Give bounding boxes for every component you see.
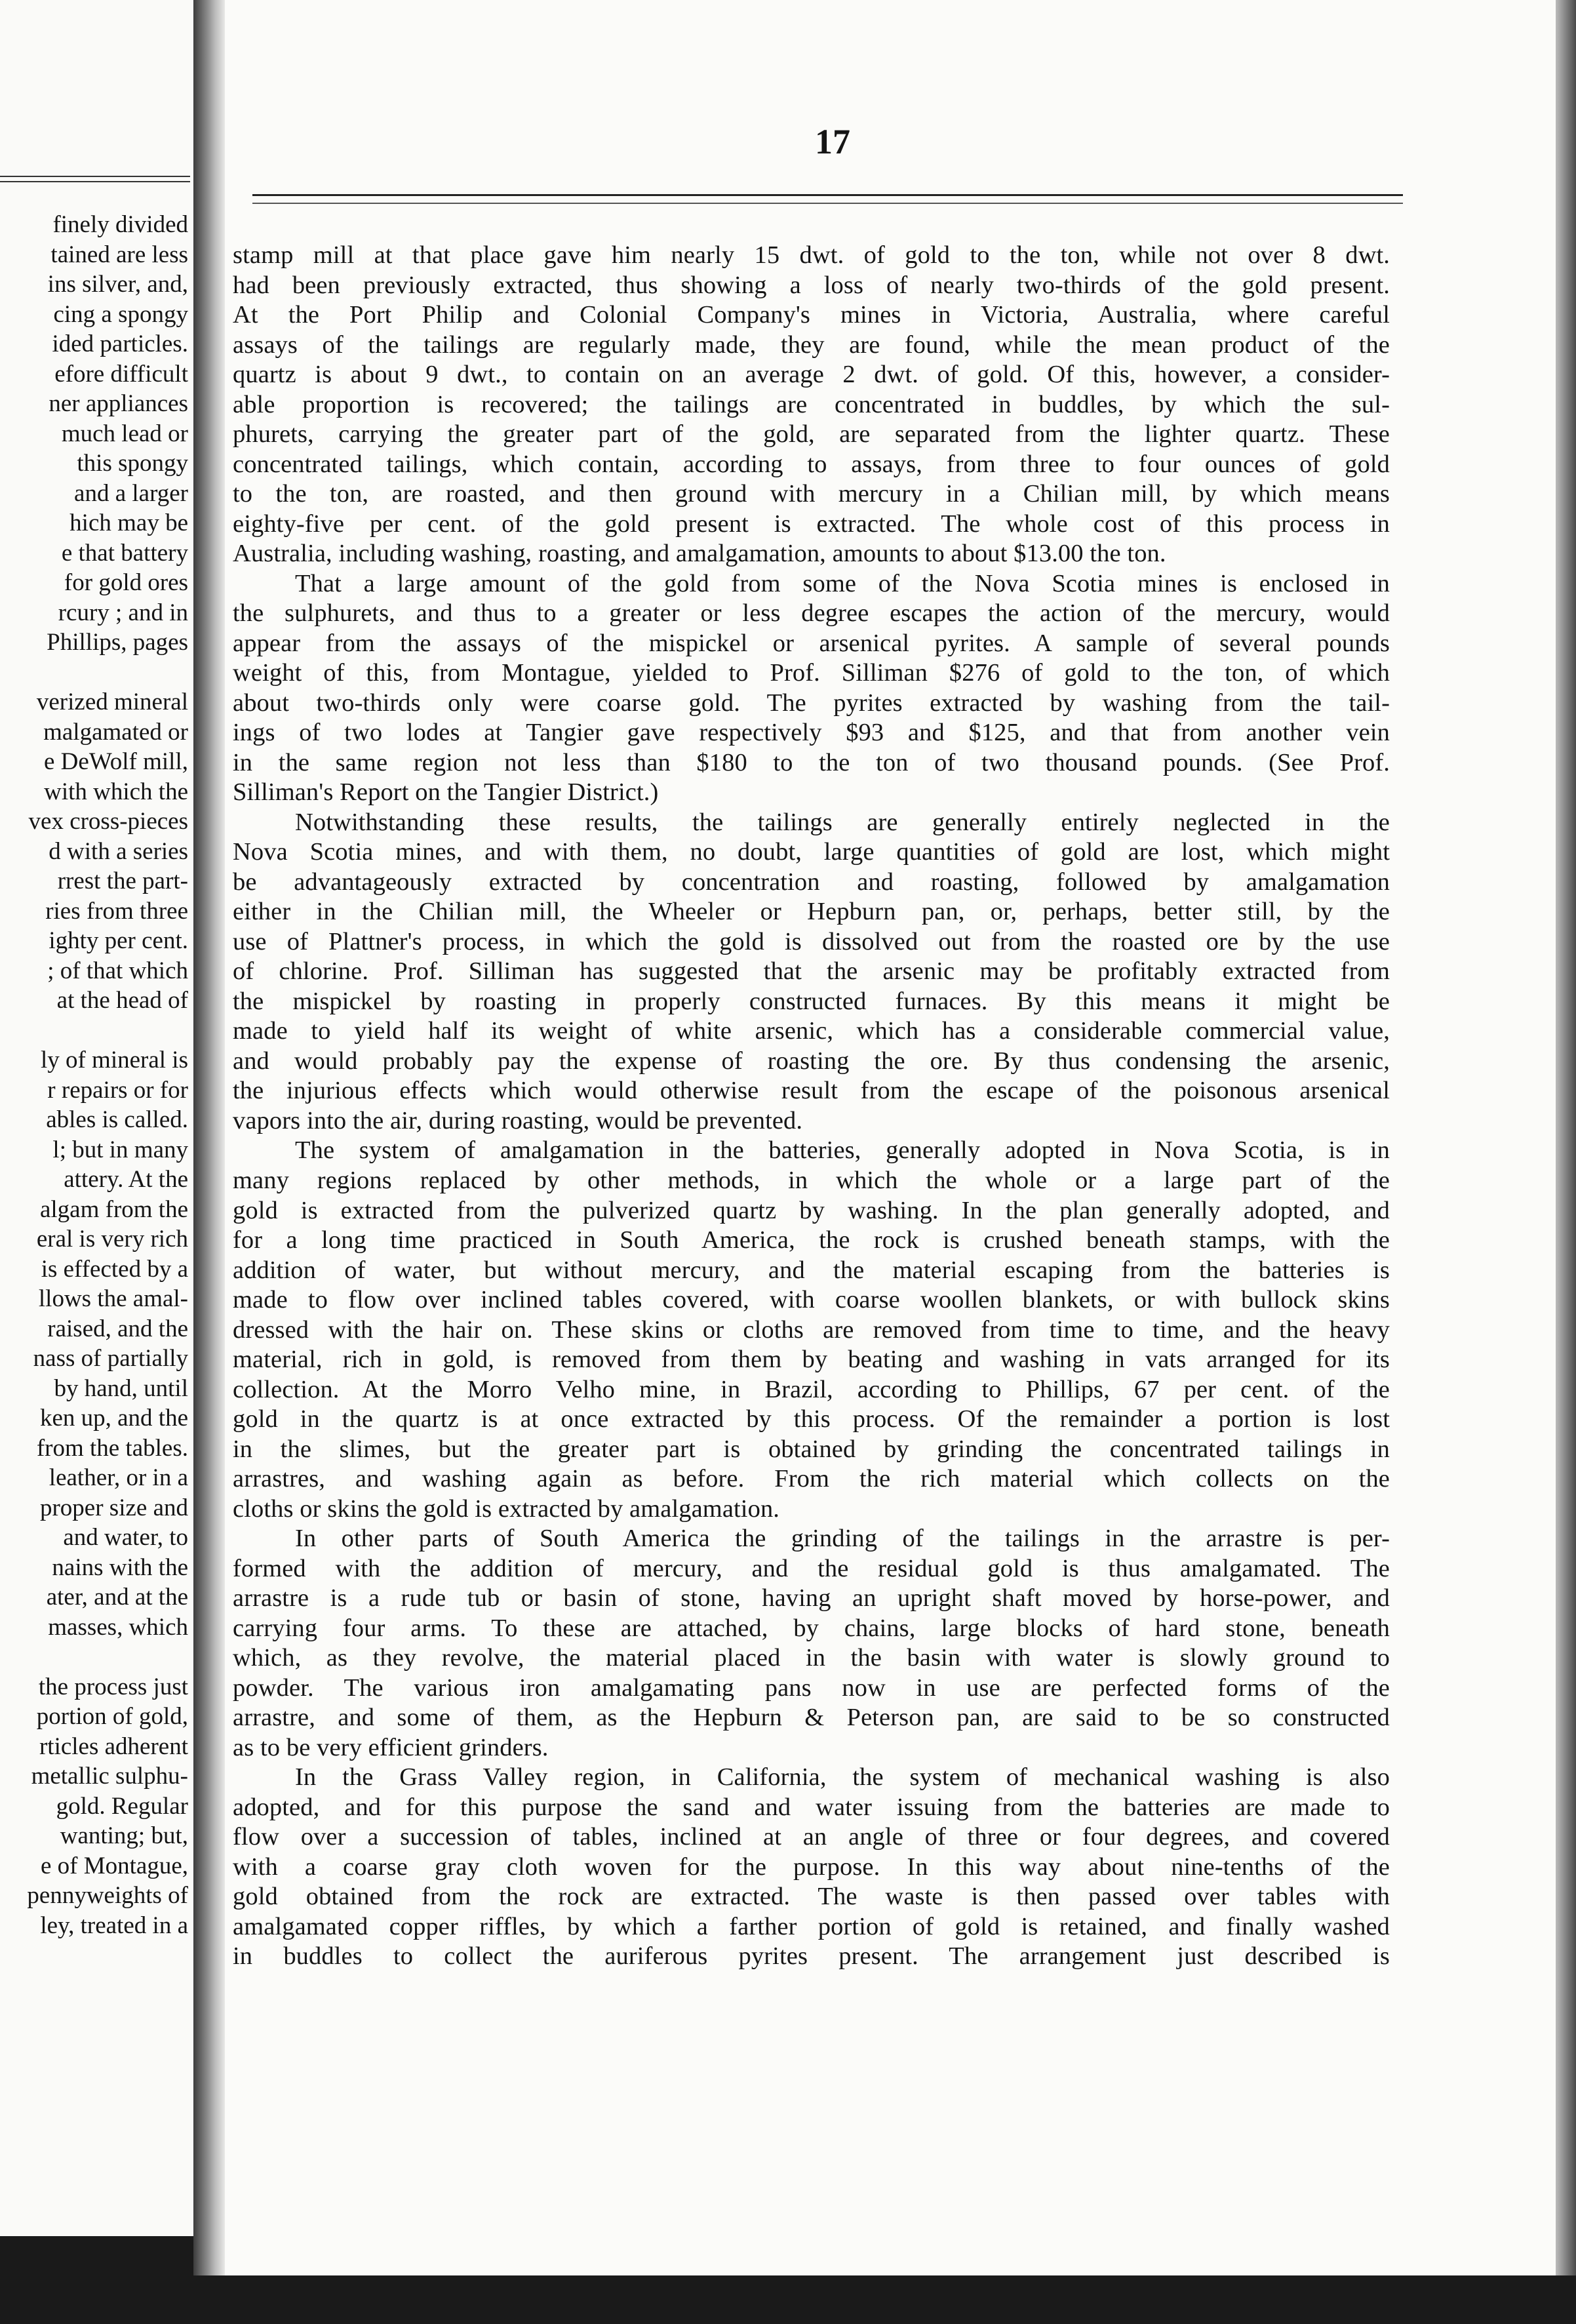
left-text-line: ly of mineral is	[40, 1047, 188, 1073]
text-line: eighty-five per cent. of the gold present is extracted. The whole cost of this process in	[233, 510, 1390, 538]
text-line: formed with the addition of mercury, and the residual gold is thus amalgamated. The	[233, 1554, 1390, 1582]
left-text-line: ner appliances	[49, 390, 188, 417]
left-text-line: proper size and	[39, 1494, 188, 1521]
text-line: as to be very efficient grinders.	[233, 1733, 549, 1761]
text-line: stamp mill at that place gave him nearly 15 dwt. of gold to the ton, while not over 8 dwt.	[233, 241, 1390, 269]
text-line: dressed with the hair on. These skins or cloths are removed from time to time, and the heavy	[233, 1315, 1390, 1344]
left-text-line: verized mineral	[36, 689, 188, 715]
text-line: That a large amount of the gold from some of the Nova Scotia mines is enclosed in	[295, 569, 1390, 597]
left-page-text	[0, 210, 188, 1940]
text-line: Notwithstanding these results, the tailings are generally entirely neglected in the	[295, 808, 1390, 836]
book-gutter-shadow	[193, 0, 225, 2324]
right-page-edge	[1556, 0, 1576, 2324]
text-line: assays of the tailings are regularly made, they are found, while the mean product of the	[233, 331, 1390, 359]
left-text-line: ater, and at the	[46, 1584, 188, 1611]
text-line: made to yield half its weight of white arsenic, which has a considerable commercial value,	[233, 1017, 1390, 1045]
left-text-line: is effected by a	[41, 1255, 188, 1283]
text-line: many regions replaced by other methods, in which the whole or a large part of the	[233, 1166, 1390, 1194]
page-number: 17	[815, 122, 850, 161]
left-header-rule	[0, 176, 190, 182]
left-page-fragment	[0, 0, 193, 2236]
left-text-line: ; of that which	[47, 957, 188, 984]
text-line: be advantageously extracted by concentration and roasting, followed by amalgamation	[233, 868, 1390, 896]
text-line: Silliman's Report on the Tangier District.)	[233, 778, 659, 807]
left-text-line: attery. At the	[64, 1166, 188, 1193]
text-line: gold in the quartz is at once extracted by this process. Of the remainder a portion is lost	[233, 1405, 1390, 1433]
text-line: weight of this, from Montague, yielded to Prof. Silliman $276 of gold to the ton, of which	[233, 659, 1390, 687]
text-line: arrastre, and some of them, as the Hepburn & Peterson pan, are said to be so constructed	[233, 1704, 1390, 1732]
body-text	[233, 241, 1390, 1972]
text-line: phurets, carrying the greater part of the gold, are separated from the lighter quartz. These	[233, 420, 1390, 449]
left-text-line: algam from the	[39, 1195, 188, 1223]
left-text-line: this spongy	[77, 450, 188, 477]
left-text-line: raised, and the	[47, 1315, 188, 1342]
left-text-line: tained are less	[50, 241, 188, 268]
left-text-line: much lead or	[61, 420, 188, 447]
left-text-line: r repairs or for	[47, 1076, 188, 1104]
text-line: The system of amalgamation in the batteries, generally adopted in Nova Scotia, is in	[295, 1136, 1390, 1165]
text-line: cloths or skins the gold is extracted by amalgamation.	[233, 1494, 780, 1523]
text-line: able proportion is recovered; the tailings are concentrated in buddles, by which the sul-	[233, 390, 1390, 418]
left-text-line: rrest the part-	[57, 868, 188, 894]
text-line: Australia, including washing, roasting, and amalgamation, amounts to about $13.00 the ton.	[233, 540, 1166, 568]
left-text-line	[0, 658, 188, 688]
text-line: amalgamated copper riffles, by which a farther portion of gold is retained, and finally washed	[233, 1912, 1390, 1940]
left-text-line: nains with the	[52, 1553, 188, 1581]
text-line: Nova Scotia mines, and with them, no doubt, large quantities of gold are lost, which might	[233, 838, 1390, 866]
text-line: had been previously extracted, thus showing a loss of nearly two-thirds of the gold present.	[233, 271, 1390, 299]
left-text-line: e of Montague,	[40, 1852, 188, 1879]
text-line: In the Grass Valley region, in California, the system of mechanical washing is also	[295, 1763, 1390, 1792]
text-line: to the ton, are roasted, and then ground with mercury in a Chilian mill, by which means	[233, 480, 1390, 508]
text-line: addition of water, but without mercury, and the material escaping from the batteries is	[233, 1256, 1390, 1284]
left-text-line: Phillips, pages	[47, 629, 188, 656]
left-text-line: llows the amal-	[38, 1285, 188, 1312]
left-text-line: the process just	[38, 1673, 188, 1700]
text-line: for a long time practiced in South America, the rock is crushed beneath stamps, with the	[233, 1226, 1390, 1254]
text-line: the injurious effects which would otherwise result from the escape of the poisonous arsenical	[233, 1077, 1390, 1105]
left-text-line: nass of partially	[33, 1345, 188, 1372]
text-line: about two-thirds only were coarse gold. The pyrites extracted by washing from the tail-	[233, 689, 1390, 717]
text-line: carrying four arms. To these are attached, by chains, large blocks of hard stone, beneath	[233, 1614, 1390, 1642]
text-line: and would probably pay the expense of roasting the ore. By thus condensing the arsenic,	[233, 1047, 1390, 1075]
text-line: with a coarse gray cloth woven for the purpose. In this way about nine-tenths of the	[233, 1853, 1390, 1881]
left-text-line: e that battery	[61, 539, 188, 567]
left-text-line: e DeWolf mill,	[44, 748, 188, 775]
text-line: In other parts of South America the grinding of the tailings in the arrastre is per-	[295, 1525, 1390, 1553]
text-line: material, rich in gold, is removed from them by beating and washing in vats arranged for its	[233, 1346, 1390, 1374]
left-text-line: portion of gold,	[36, 1703, 188, 1730]
left-text-line: masses, which	[48, 1613, 188, 1641]
left-text-line: at the head of	[56, 987, 188, 1014]
left-text-line: ables is called.	[46, 1106, 188, 1133]
left-text-line: with which the	[44, 778, 188, 805]
text-line: the mispickel by roasting in properly constructed furnaces. By this means it might be	[233, 987, 1390, 1015]
left-text-line: malgamated or	[43, 718, 188, 746]
left-text-line: ley, treated in a	[40, 1912, 188, 1939]
text-line: appear from the assays of the mispickel or arsenical pyrites. A sample of several pounds	[233, 629, 1390, 657]
left-text-line: rcury ; and in	[58, 599, 188, 626]
text-line: of chlorine. Prof. Silliman has suggested that the arsenic may be profitably extracted from	[233, 957, 1390, 986]
left-text-line: wanting; but,	[60, 1822, 188, 1849]
left-text-line	[0, 1642, 188, 1672]
text-line: made to flow over inclined tables covered, with coarse woollen blankets, or with bullock skins	[233, 1286, 1390, 1314]
left-text-line: gold. Regular	[56, 1792, 188, 1820]
header-rule	[252, 194, 1403, 204]
text-line: gold obtained from the rock are extracted. The waste is then passed over tables with	[233, 1883, 1390, 1911]
text-line: vapors into the air, during roasting, would be prevented.	[233, 1106, 803, 1134]
scan-bottom-border	[0, 2275, 1576, 2324]
left-text-line: ken up, and the	[39, 1405, 188, 1432]
text-line: in buddles to collect the auriferous pyrites present. The arrangement just described is	[233, 1942, 1390, 1971]
text-line: in the slimes, but the greater part is obtained by grinding the concentrated tailings in	[233, 1435, 1390, 1463]
left-text-line: leather, or in a	[49, 1464, 188, 1491]
text-line: in the same region not less than $180 to the ton of two thousand pounds. (See Prof.	[233, 748, 1390, 776]
left-text-line: ins silver, and,	[47, 271, 188, 298]
text-line: the sulphurets, and thus to a greater or less degree escapes the action of the mercury, would	[233, 599, 1390, 628]
text-line: arrastre is a rude tub or basin of stone, having an upright shaft moved by horse-power, and	[233, 1584, 1390, 1613]
left-text-line: pennyweights of	[27, 1882, 188, 1909]
text-line: powder. The various iron amalgamating pans now in use are perfected forms of the	[233, 1673, 1390, 1702]
left-text-line: eral is very rich	[36, 1226, 188, 1252]
left-text-line: l; but in many	[52, 1136, 188, 1163]
text-line: collection. At the Morro Velho mine, in Brazil, according to Phillips, 67 per cent. of the	[233, 1375, 1390, 1403]
left-text-line: ighty per cent.	[49, 927, 188, 954]
text-line: arrastres, and washing again as before. From the rich material which collects on the	[233, 1465, 1390, 1493]
text-line: which, as they revolve, the material placed in the basin with water is slowly ground to	[233, 1644, 1390, 1672]
left-text-line: from the tables.	[36, 1434, 188, 1462]
text-line: At the Port Philip and Colonial Company's mines in Victoria, Australia, where careful	[233, 301, 1390, 329]
left-text-line: ided particles.	[52, 331, 188, 357]
left-text-line: vex cross-pieces	[28, 808, 188, 835]
text-line: either in the Chilian mill, the Wheeler or Hepburn pan, or, perhaps, better still, by the	[233, 898, 1390, 926]
text-line: use of Plattner's process, in which the gold is dissolved out from the roasted ore by the use	[233, 927, 1390, 955]
left-text-line: and a larger	[74, 479, 188, 507]
text-line: concentrated tailings, which contain, according to assays, from three to four ounces of gold	[233, 450, 1390, 478]
left-text-line	[0, 1016, 188, 1046]
left-text-line: cing a spongy	[53, 300, 188, 328]
left-text-line: ries from three	[45, 897, 188, 925]
left-text-line: for gold ores	[64, 569, 188, 596]
left-text-line: finely divided	[52, 211, 188, 238]
text-line: adopted, and for this purpose the sand and water issuing from the batteries are made to	[233, 1793, 1390, 1821]
left-text-line: rticles adherent	[39, 1733, 188, 1760]
left-text-line: efore difficult	[54, 360, 188, 388]
left-text-line: by hand, until	[54, 1374, 188, 1402]
text-line: quartz is about 9 dwt., to contain on an average 2 dwt. of gold. Of this, however, a consider-	[233, 361, 1390, 389]
left-text-line: hich may be	[69, 510, 188, 536]
text-line: flow over a succession of tables, inclined at an angle of three or four degrees, and covered	[233, 1823, 1390, 1851]
left-text-line: metallic sulphu-	[31, 1763, 188, 1790]
text-line: gold is extracted from the pulverized quartz by washing. In the plan generally adopted, and	[233, 1196, 1390, 1224]
text-line: ings of two lodes at Tangier gave respectively $93 and $125, and that from another vein	[233, 719, 1390, 747]
left-text-line: d with a series	[49, 837, 188, 865]
left-text-line: and water, to	[63, 1524, 188, 1551]
